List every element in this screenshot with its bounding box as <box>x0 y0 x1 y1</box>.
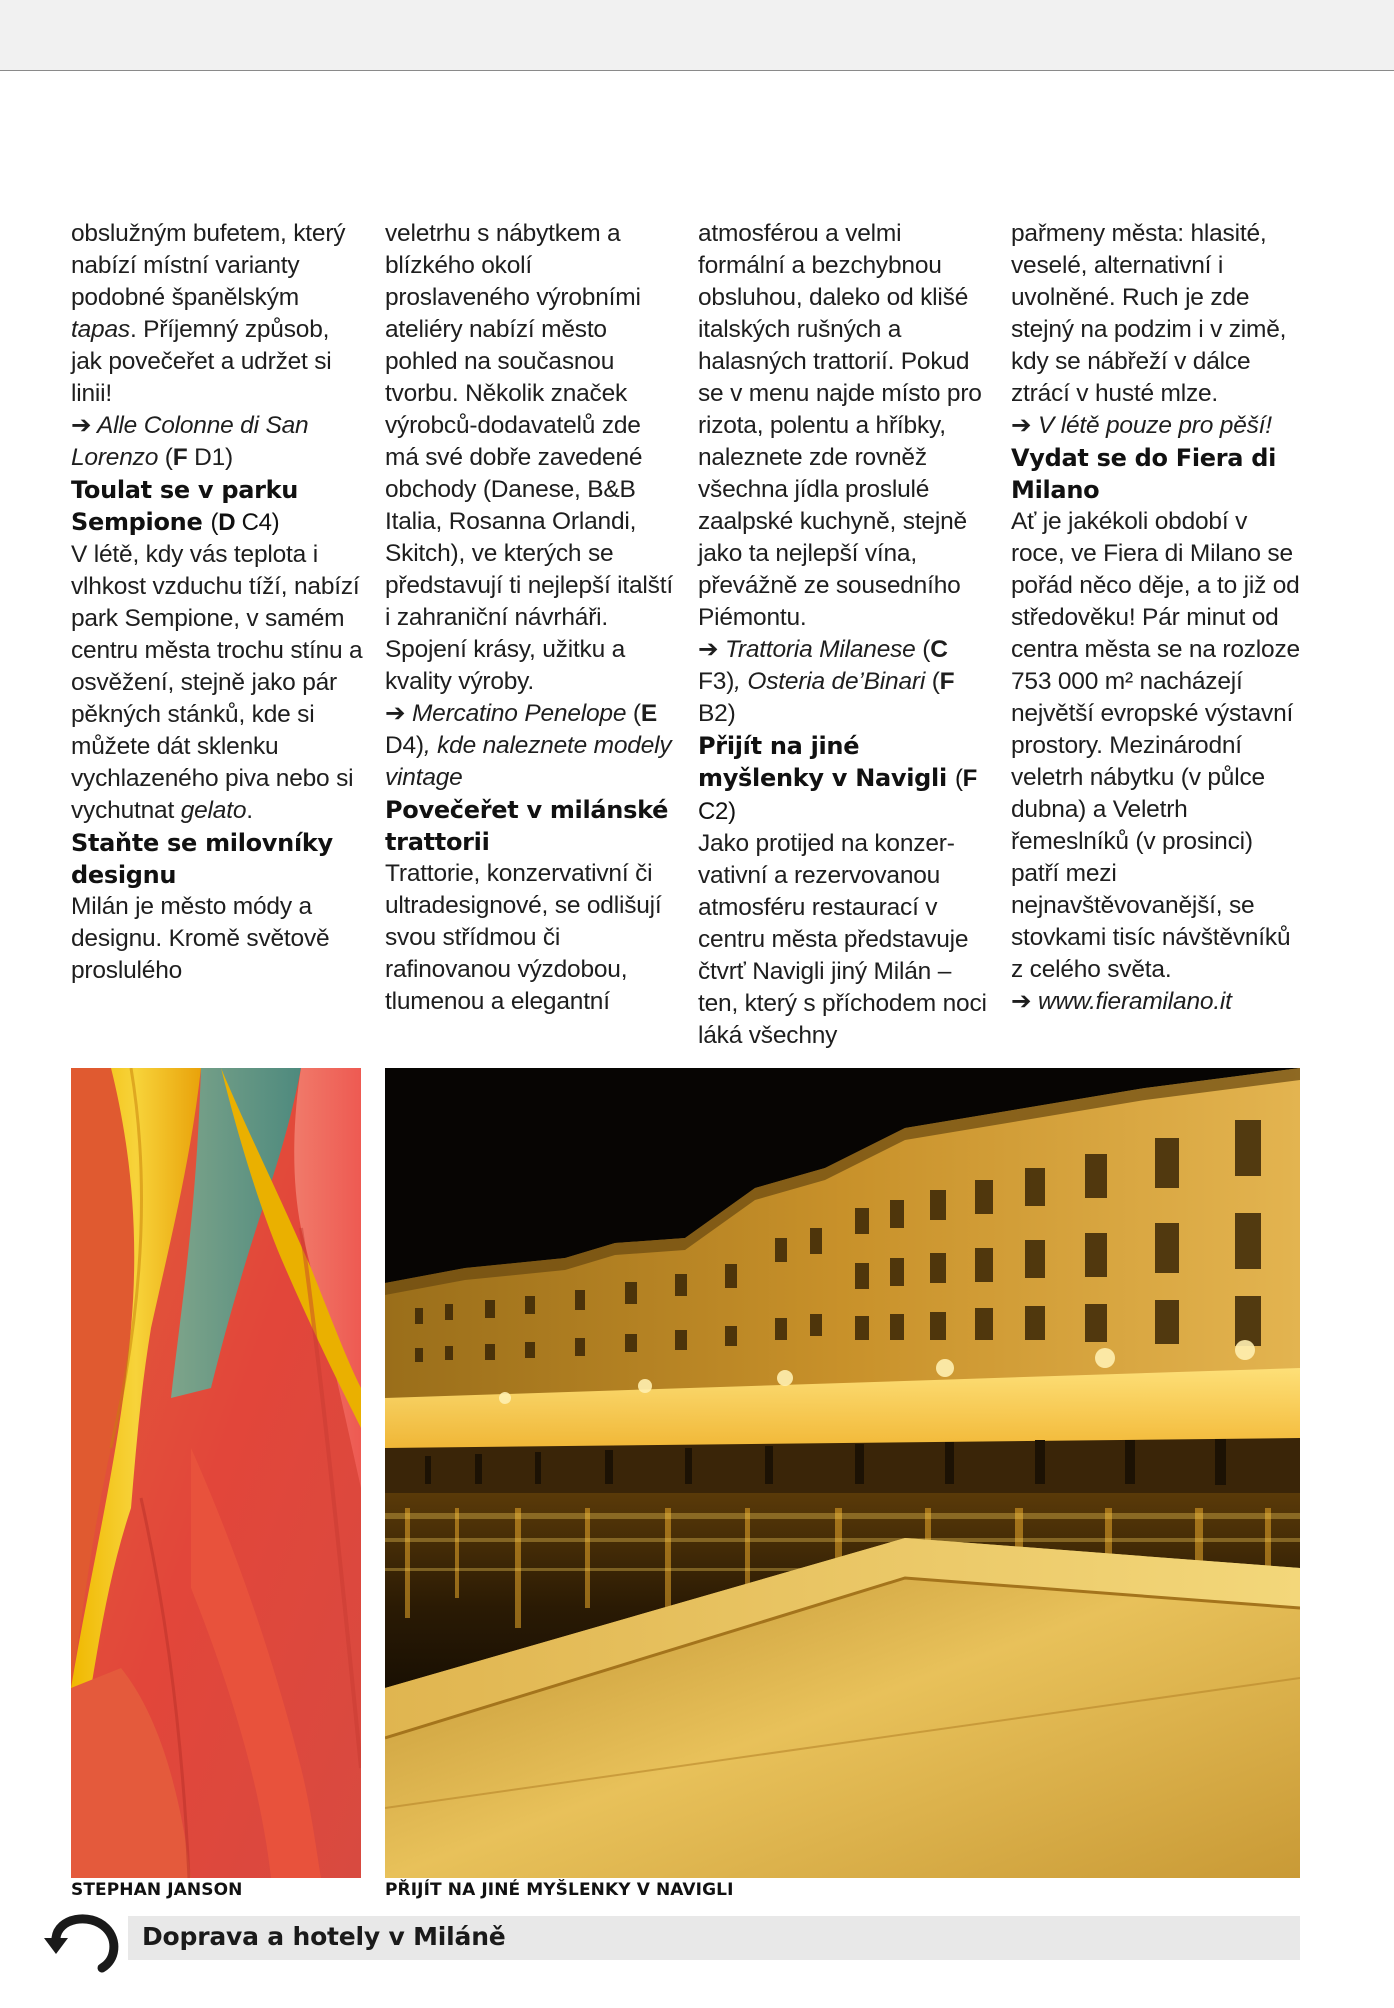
reference-line: ➔ Mercatino Penelope (E D4), kde naleznete modely vintage <box>385 700 672 791</box>
reference-line: ➔ V létě pouze pro pěší! <box>1011 412 1272 439</box>
reference-line: ➔ Trattoria Milanese (C F3), Osteria de’Binari (F B2) <box>698 636 955 727</box>
paragraph: V létě, kdy vás teplota i vlhkost vzduchu tíží, nabízí park Sempione, v samém centru města trochu stínu a osvěžení, stejně jako pár pěkných stánků, kde si můžete dát sklenku vychlazeného piva nebo si vychutnat gelato. <box>71 541 363 824</box>
reference-line: ➔ Alle Colonne di San Lorenzo (F D1) <box>71 412 309 471</box>
text-column-4 <box>1011 218 1303 1018</box>
section-heading: Přijít na jiné myšlenky v Navigli (F C2) <box>698 732 978 825</box>
paragraph: pařmeny města: hlasité, veselé, alternativní i uvolněné. Ruch je zde stejný na podzim i v zimě, kdy se nábřeží v dálce ztrácí v husté mlze. <box>1011 220 1287 407</box>
fabric-photo <box>71 1068 361 1878</box>
section-heading: Staňte se milovníky designu <box>71 829 333 889</box>
text-column-1 <box>71 218 363 987</box>
photo-credit: STEPHAN JANSON <box>71 1880 243 1900</box>
paragraph: atmosférou a velmi formální a bezchybnou obsluhou, daleko od klišé italských rušných a halasných trattorií. Pokud se v menu najde místo pro rizota, polentu a hříbky, naleznete zde rovněž všechna jídla proslulé zaalpské kuchyně, stejně jako ta nejlepší vína, převážně ze sousedního Piémontu. <box>698 220 982 631</box>
footer-section-link[interactable]: Doprava a hotely v Miláně <box>142 1922 506 1951</box>
reference-line: ➔ www.fieramilano.it <box>1011 988 1232 1015</box>
paragraph: veletrhu s nábytkem a blízkého okolí proslaveného výrobními ateliéry nabízí město pohled na současnou tvorbu. Několik značek výrobců-dodavatelů zde má své dobře zavedené obchody (Danese, B&B Italia, Rosanna Orlandi, Skitch), ve kterých se představují ti nejlepší italští i zahraniční návrháři. Spojení krásy, užitku a kvality výroby. <box>385 220 673 695</box>
top-band <box>0 0 1394 71</box>
navigli-canal-photo <box>385 1068 1300 1878</box>
paragraph: Jako protijed na konzervativní a rezervovanou atmosféru restaurací v centru města představuje čtvrť Navigli jiný Milán – ten, který s příchodem noci láká všechny <box>698 830 987 1049</box>
section-heading: Vydat se do Fiera di Milano <box>1011 444 1277 504</box>
text-column-2 <box>385 218 677 1018</box>
curved-arrow-icon[interactable] <box>44 1908 130 1978</box>
paragraph: Milán je město módy a designu. Kromě světově proslulého <box>71 893 330 984</box>
text-column-3 <box>698 218 990 1052</box>
paragraph: obslužným bufetem, který nabízí místní varianty podobné španělským tapas. Příjemný způsob, jak povečeřet a udržet si linii! <box>71 220 346 407</box>
section-heading: Toulat se v parku Sempione (D C4) <box>71 476 299 536</box>
section-heading: Povečeřet v milánské trattorii <box>385 796 669 856</box>
paragraph: Trattorie, konzervativní či ultradesignové, se odlišují svou střídmou či rafinovanou výzdobou, tlumenou a elegantní <box>385 860 662 1015</box>
photo-caption: PŘIJÍT NA JINÉ MYŠLENKY V NAVIGLI <box>385 1880 734 1900</box>
paragraph: Ať je jakékoli období v roce, ve Fiera di Milano se pořád něco děje, a to již od středověku! Pár minut od centra města se na rozloze 753 000 m² nacházejí největší evropské výstavní prostory. Mezinárodní veletrh nábytku (v půlce dubna) a Veletrh řemeslníků (v prosinci) patří mezi nejnavštěvovanější, se stovkami tisíc návštěvníků z celého světa. <box>1011 508 1300 983</box>
